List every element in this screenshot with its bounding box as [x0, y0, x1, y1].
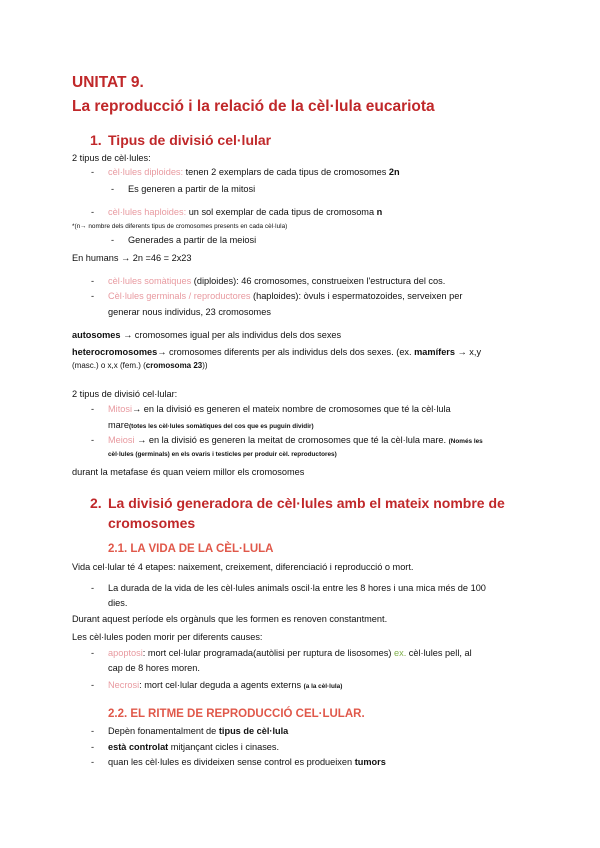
necrosis-term: Necrosi: [108, 680, 140, 690]
autosomes-line: [72, 330, 341, 340]
document-title: La reproducció i la relació de la cèl·lula eucariota: [72, 98, 435, 115]
section-1-title: Tipus de divisió cel·lular: [108, 132, 272, 148]
rhythm-line-2: [108, 742, 279, 752]
bullet: -: [91, 726, 95, 736]
cell-types-intro: 2 tipus de cèl·lules:: [72, 153, 151, 163]
rhythm-text-3: quan les cèl·lules es divideixen sense control es produeixen: [108, 757, 355, 767]
rhythm-bold-3: tumors: [354, 757, 386, 767]
mitosis-note: (totes les cèl·lules somàtiques del cos que es puguin dividir): [128, 423, 314, 430]
heterochromosomes-tail: → x,y: [455, 347, 482, 357]
apoptosis-term: apoptosi: [108, 648, 143, 658]
bullet: -: [91, 167, 95, 177]
apoptosis-line-cont: cap de 8 hores moren.: [108, 663, 200, 673]
mitosis-line-2: [108, 420, 314, 430]
bullet: -: [91, 648, 95, 658]
bullet: -: [91, 742, 95, 752]
mitosis-term: Mitosi: [108, 404, 132, 414]
unit-title: UNITAT 9.: [72, 74, 144, 91]
diploid-subitem: Es generen a partir de la mitosi: [128, 184, 256, 194]
diploid-bold: 2n: [388, 167, 400, 177]
lifespan-line: La durada de la vida de les cèl·lules animals oscil·la entre les 8 hores i una mica més de 100: [108, 583, 486, 593]
section-2-title-cont: cromosomes: [108, 515, 196, 531]
necrosis-note: (a la cèl·lula): [303, 683, 343, 690]
heterochromosomes-line-2: [72, 361, 208, 370]
rhythm-bold-2: està controlat: [108, 742, 169, 752]
apoptosis-line: [108, 648, 472, 658]
autosomes-text: → cromosomes igual per als individus dels dos sexes: [120, 330, 342, 340]
metaphase-line: durant la metafase és quan veiem millor els cromosomes: [72, 467, 305, 477]
rhythm-line-1: [108, 726, 288, 736]
haploid-bold: n: [376, 207, 383, 217]
bullet: -: [91, 207, 95, 217]
bullet: -: [91, 404, 95, 414]
germinal-text: (haploides): òvuls i espermatozoides, serveixen per: [250, 291, 463, 301]
necrosis-text: : mort cel·lular deguda a agents externs: [139, 680, 304, 690]
bullet: -: [91, 435, 95, 445]
subsection-2-1-title: 2.1. LA VIDA DE LA CÈL·LULA: [108, 543, 274, 555]
heterochromosomes-text: → cromosomes diferents per als individus dels dos sexes. (ex.: [157, 347, 415, 357]
apoptosis-tail: cèl·lules pell, al: [406, 648, 472, 658]
humans-line: En humans → 2n =46 = 2x23: [72, 253, 192, 263]
rhythm-line-3: [108, 757, 386, 767]
meiosis-text: → en la divisió es generen la meitat de cromosomes que té la cèl·lula mare.: [134, 435, 449, 445]
necrosis-line: [108, 680, 342, 690]
heterochromosomes-term: heterocromosomes: [72, 347, 158, 357]
example-label: ex.: [393, 648, 407, 658]
apoptosis-text: : mort cel·lular programada(autòlisi per ruptura de lisosomes): [142, 648, 394, 658]
bullet: -: [91, 276, 95, 286]
n-footnote: *(n→ nombre dels diferents tipus de cromosomes presents en cada cèl·lula): [72, 223, 288, 230]
rhythm-text-2: mitjançant cicles i cinases.: [168, 742, 280, 752]
haploid-text: un sol exemplar de cada tipus de cromosoma: [186, 207, 377, 217]
bullet: -: [111, 235, 115, 245]
haploid-subitem: Generades a partir de la meiosi: [128, 235, 257, 245]
diploid-text: tenen 2 exemplars de cada tipus de cromosomes: [183, 167, 389, 177]
rhythm-bold-1: tipus de cèl·lula: [218, 726, 289, 736]
germinal-term: Cèl·lules germinals / reproductores: [108, 291, 251, 301]
division-types-intro: 2 tipus de divisió cel·lular:: [72, 389, 178, 399]
haploid-term: cèl·lules haploides:: [108, 207, 187, 217]
lifespan-line-cont: dies.: [108, 598, 128, 608]
mitosis-line: [108, 404, 451, 414]
subsection-2-2-title: 2.2. EL RITME DE REPRODUCCIÓ CEL·LULAR.: [108, 708, 365, 720]
bullet: -: [111, 184, 115, 194]
sex-chromosomes-close: )): [202, 361, 208, 370]
life-stages-line: Vida cel·lular té 4 etapes: naixement, creixement, diferenciació i reproducció o mort.: [72, 562, 414, 572]
bullet: -: [91, 757, 95, 767]
bullet: -: [91, 291, 95, 301]
chromosome-23: cromosoma 23: [145, 361, 203, 370]
diploid-line: [108, 167, 400, 177]
meiosis-term: Meiosi: [108, 435, 135, 445]
germinal-line: [108, 291, 462, 301]
meiosis-note: (Només les: [448, 438, 483, 445]
germinal-text-cont: generar nous individus, 23 cromosomes: [108, 307, 271, 317]
section-2-title: La divisió generadora de cèl·lules amb el mateix nombre de: [108, 495, 505, 511]
mitosis-text-cont: mare: [108, 420, 129, 430]
bullet: -: [91, 680, 95, 690]
sex-chromosomes-text: (masc.) o x,x (fem.) (: [72, 361, 146, 370]
rhythm-text-1: Depèn fonamentalment de: [108, 726, 219, 736]
diploid-term: cèl·lules diploides:: [108, 167, 184, 177]
section-1-number: 1.: [90, 132, 102, 148]
heterochromosomes-line: [72, 347, 481, 357]
somatic-text: (diploides): 46 cromosomes, construeixen l'estructura del cos.: [191, 276, 446, 286]
bullet: -: [91, 583, 95, 593]
somatic-line: [108, 276, 445, 286]
meiosis-note-cont: cèl·lules (germinals) en els ovaris i testicles per produir cèl. reproductores): [108, 451, 337, 458]
meiosis-line: [108, 435, 483, 445]
autosomes-term: autosomes: [72, 330, 121, 340]
haploid-line: [108, 207, 382, 217]
organelles-line: Durant aquest període els orgànuls que les formen es renoven constantment.: [72, 614, 388, 624]
mammals-term: mamífers: [414, 347, 455, 357]
death-causes-intro: Les cèl·lules poden morir per diferents causes:: [72, 632, 263, 642]
somatic-term: cèl·lules somàtiques: [108, 276, 192, 286]
section-2-number: 2.: [90, 495, 102, 511]
mitosis-text: → en la divisió es generen el mateix nombre de cromosomes que té la cèl·lula: [132, 404, 451, 414]
